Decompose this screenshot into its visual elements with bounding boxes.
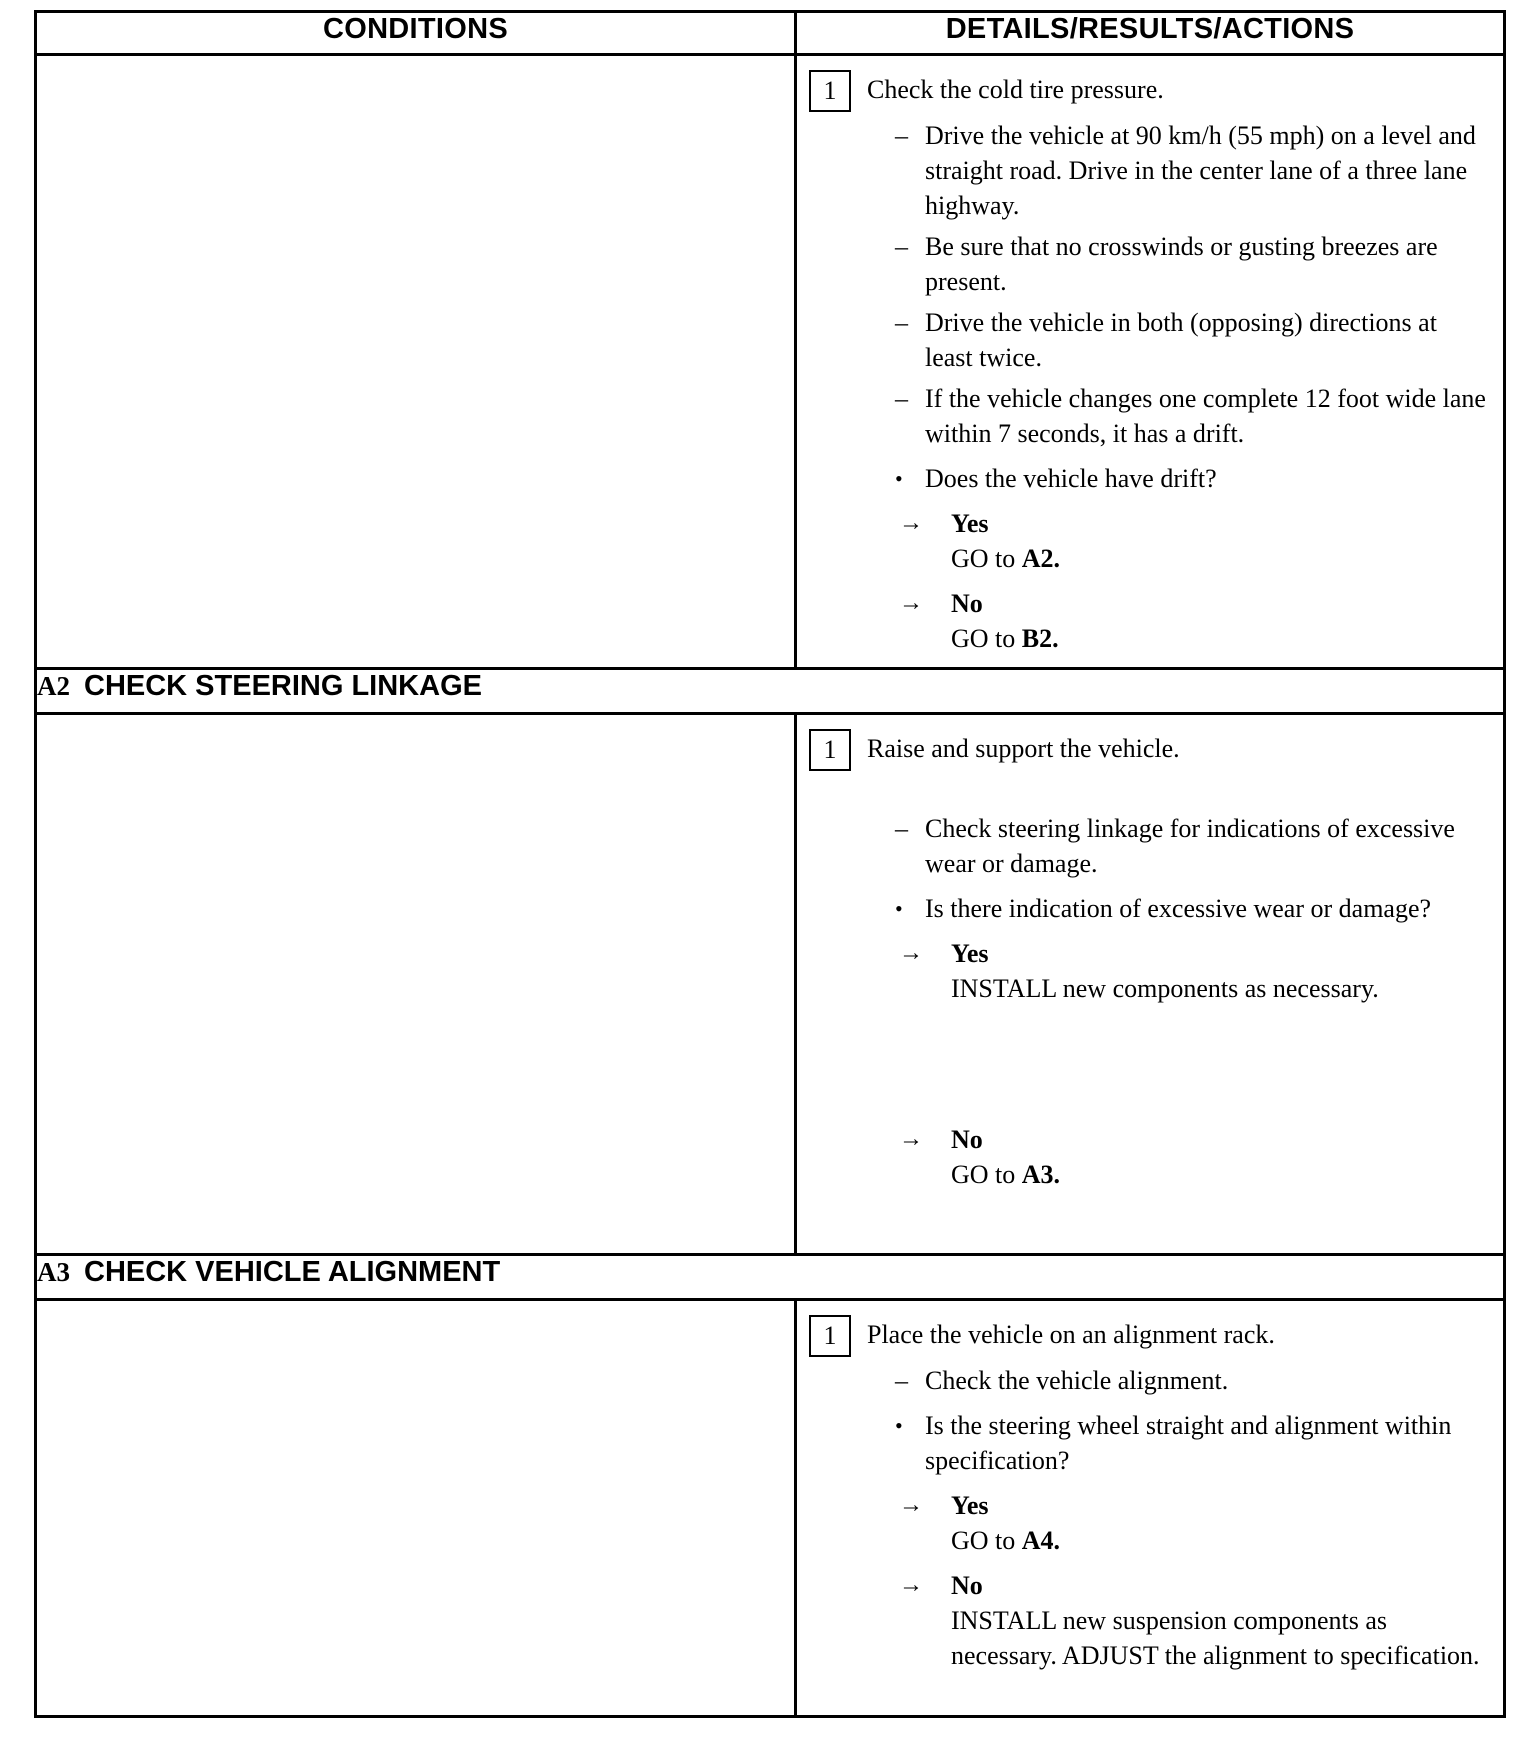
question-text: Does the vehicle have drift? [925,464,1217,493]
answer-no [809,1568,1487,1673]
question-item [809,461,1487,496]
dash-item [809,381,1487,451]
block-a1-conditions-cell [36,55,796,669]
dash-item [809,229,1487,299]
step-text: Place the vehicle on an alignment rack. [867,1320,1275,1349]
answer-label: No [951,589,983,618]
dash-text: Drive the vehicle in both (opposing) directions at least twice. [925,308,1437,372]
bullet-mark: • [895,1413,903,1438]
arrow-icon: → [899,590,923,616]
block-a1-row [36,55,1505,669]
section-a3-title-row [36,1255,1505,1300]
go-to-ref: B2. [1021,624,1059,653]
dash-mark: – [895,1366,908,1395]
dash-mark: – [895,384,908,413]
step-number-box: 1 [809,729,851,771]
diagnostic-table [34,10,1506,1718]
question-item [809,891,1487,926]
answer-no [809,1122,1487,1192]
answer-action: GO to A3. [951,1160,1061,1189]
dash-text: If the vehicle changes one complete 12 foot wide lane within 7 seconds, it has a drift. [925,384,1486,448]
answer-yes [809,506,1487,576]
dash-item [809,118,1487,223]
question-item [809,1408,1487,1478]
step-number-box: 1 [809,70,851,112]
answer-label: Yes [951,1491,989,1520]
answer-action: INSTALL new suspension components as necessary. ADJUST the alignment to specification. [951,1606,1480,1670]
section-a3-details-cell [796,1300,1505,1717]
answer-no [809,586,1487,656]
answer-label: Yes [951,509,989,538]
answer-action: GO to A4. [951,1526,1061,1555]
section-title-text: CHECK VEHICLE ALIGNMENT [84,1256,501,1288]
arrow-icon: → [899,940,923,966]
dash-text: Check steering linkage for indications of excessive wear or damage. [925,814,1455,878]
dash-text: Be sure that no crosswinds or gusting breezes are present. [925,232,1438,296]
answer-action: GO to A2. [951,544,1061,573]
go-to-ref: A2. [1021,544,1061,573]
dash-mark: – [895,121,908,150]
go-to-ref: A4. [1021,1526,1061,1555]
question-text: Is there indication of excessive wear or damage? [925,894,1432,923]
dash-mark: – [895,814,908,843]
section-id: A2 [37,671,70,701]
step-text: Raise and support the vehicle. [867,734,1180,763]
table-header-row [36,12,1505,55]
arrow-icon: → [899,1492,923,1518]
arrow-icon: → [899,1126,923,1152]
dash-mark: – [895,232,908,261]
answer-label: Yes [951,939,989,968]
dash-text: Check the vehicle alignment. [925,1366,1229,1395]
question-text: Is the steering wheel straight and alignment within specification? [925,1411,1452,1475]
section-title [36,669,1505,714]
section-a3-row [36,1300,1505,1717]
step-1 [809,729,1487,771]
step-1 [809,70,1487,112]
section-a2-title-row [36,669,1505,714]
dash-item [809,305,1487,375]
conditions-header: CONDITIONS [36,12,796,55]
step-text: Check the cold tire pressure. [867,75,1164,104]
dash-item [809,811,1487,881]
details-header: DETAILS/RESULTS/ACTIONS [796,12,1505,55]
section-id: A3 [37,1257,70,1287]
answer-label: No [951,1125,983,1154]
diagnostic-page [34,10,1506,1718]
bullet-mark: • [895,896,903,921]
section-a2-conditions-cell [36,714,796,1255]
step-1 [809,1315,1487,1357]
block-a1-details-cell [796,55,1505,669]
dash-mark: – [895,308,908,337]
arrow-icon: → [899,1572,923,1598]
section-a2-details-cell [796,714,1505,1255]
answer-yes [809,1488,1487,1558]
bullet-mark: • [895,466,903,491]
section-a2-row [36,714,1505,1255]
dash-text: Drive the vehicle at 90 km/h (55 mph) on a level and straight road. Drive in the center lane of a three lane highway. [925,121,1476,220]
answer-yes [809,936,1487,1006]
section-title [36,1255,1505,1300]
answer-label: No [951,1571,983,1600]
answer-action: INSTALL new components as necessary. [951,974,1379,1003]
dash-item [809,1363,1487,1398]
section-a3-conditions-cell [36,1300,796,1717]
section-title-text: CHECK STEERING LINKAGE [84,670,482,702]
answer-action: GO to B2. [951,624,1059,653]
go-to-ref: A3. [1021,1160,1061,1189]
step-number-box: 1 [809,1315,851,1357]
arrow-icon: → [899,510,923,536]
